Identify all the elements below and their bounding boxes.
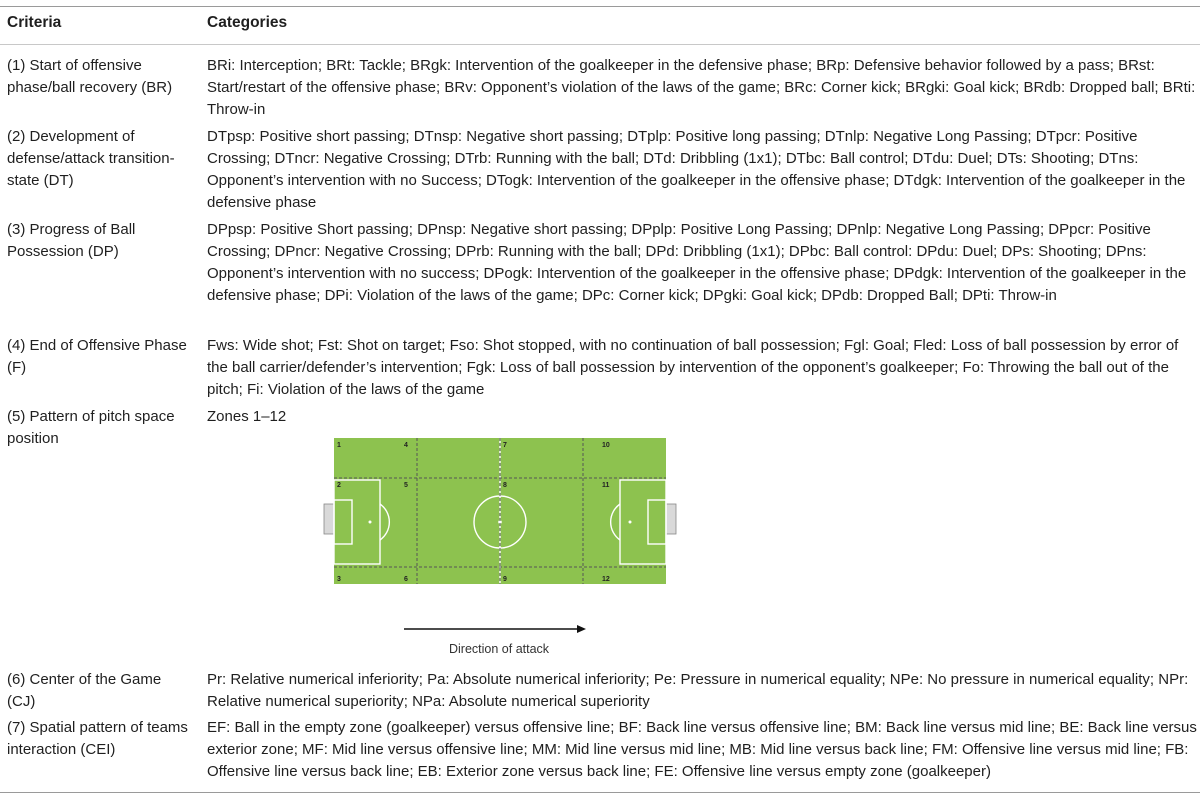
criteria-row-7: (7) Spatial pattern of teams interaction (CEI) — [7, 719, 188, 758]
categories-row-5: Zones 1–12 — [207, 408, 287, 425]
top-rule — [0, 6, 1200, 7]
zone-label-7: 7 — [503, 442, 507, 449]
zone-label-2: 2 — [337, 482, 341, 489]
direction-arrow-icon — [402, 622, 588, 636]
zone-label-12: 12 — [602, 576, 610, 583]
left-goal — [324, 504, 334, 534]
criteria-row-6: (6) Center of the Game (CJ) — [7, 671, 162, 710]
criteria-row-3: (3) Progress of Ball Possession (DP) — [7, 221, 136, 260]
criteria-row-2: (2) Development of defense/attack transition-state (DT) — [7, 128, 175, 189]
zone-label-3: 3 — [337, 576, 341, 583]
categories-row-1: BRi: Interception; BRt: Tackle; BRgk: Intervention of the goalkeeper in the defensive phase; BRp: Defensive behavior followed by a pass; BRst: Start/restart of the offensive phase; BRv: Opponent’s violation of the laws of the game; BRc: Corner kick; BRgki: Goal kick; BRdb: Dropped ball; BRti: Throw-in — [207, 57, 1196, 118]
zone-label-4: 4 — [404, 442, 408, 449]
categories-row-7: EF: Ball in the empty zone (goalkeeper) versus offensive line; BF: Back line versus offensive line; BM: Back line versus mid line; BE: Back line versus exterior zone; MF: Mid line versus offensive line; MM: Mid line versus mid line; MB: Mid line versus back line; FM: Offensive line versus mid line; FB: Offensive line versus back line; EB: Exterior zone versus back line; FE: Offensive line versus empty zone (goalkeeper) — [207, 719, 1197, 780]
right-goal — [666, 504, 676, 534]
zone-label-11: 11 — [602, 482, 610, 489]
zone-label-9: 9 — [503, 576, 507, 583]
direction-of-attack-label: Direction of attack — [449, 642, 550, 656]
criteria-row-4: (4) End of Offensive Phase (F) — [7, 337, 187, 376]
categories-row-3: DPpsp: Positive Short passing; DPnsp: Negative short passing; DPplp: Positive Long Passing; DPnlp: Negative Long Passing; DPpcr: Positive Crossing; DPncr: Negative Crossing; DPrb: Running with the ball; DPd: Dribbling (1x1); DPbc: Ball control: DPdu: Duel; DPs: Shooting; DPns: Opponent’s intervention with no success; DPogk: Intervention of the goalkeeper in the offensive phase; DPdgk: Intervention of the goalkeeper in the defensive phase; DPi: Violation of the laws of the game; DPc: Corner kick; DPgki: Goal kick; DPdb: Dropped Ball; DPti: Throw-in — [207, 221, 1187, 304]
header-criteria: Criteria — [7, 14, 62, 31]
criteria-row-1: (1) Start of offensive phase/ball recovery (BR) — [7, 57, 173, 96]
zone-label-6: 6 — [404, 576, 408, 583]
header-categories: Categories — [207, 14, 288, 31]
zone-label-5: 5 — [404, 482, 408, 489]
zone-label-1: 1 — [337, 442, 341, 449]
header-rule — [0, 44, 1200, 45]
zone-label-10: 10 — [602, 442, 610, 449]
zone-label-8: 8 — [503, 482, 507, 489]
bottom-rule — [0, 792, 1200, 793]
pitch-zones-diagram — [322, 436, 678, 586]
categories-row-6: Pr: Relative numerical inferiority; Pa: Absolute numerical inferiority; Pe: Pressure in numerical equality; NPe: No pressure in numerical equality; NPr: Relative numerical superiority; NPa: Absolute numerical superiority — [207, 671, 1189, 710]
categories-row-2: DTpsp: Positive short passing; DTnsp: Negative short passing; DTplp: Positive long passing; DTnlp: Negative Long Passing; DTpcr: Positive Crossing; DTncr: Negative Crossing; DTrb: Running with the ball; DTd: Dribbling (1x1); DTbc: Ball control; DTdu: Duel; DTs: Shooting; DTns: Opponent’s intervention with no Success; DTogk: Intervention of the goalkeeper in the offensive phase; DTdgk: Intervention of the goalkeeper in the defensive phase — [207, 128, 1186, 211]
criteria-row-5: (5) Pattern of pitch space position — [7, 408, 175, 447]
categories-row-4: Fws: Wide shot; Fst: Shot on target; Fso: Shot stopped, with no continuation of ball possession; Fgl: Goal; Fled: Loss of ball possession by error of the ball carrier/defender’s intervention; Fgk: Loss of ball possession by intervention of the opponent’s goalkeeper; Fo: Throwing the ball out of the pitch; Fi: Violation of the laws of the game — [207, 337, 1179, 398]
